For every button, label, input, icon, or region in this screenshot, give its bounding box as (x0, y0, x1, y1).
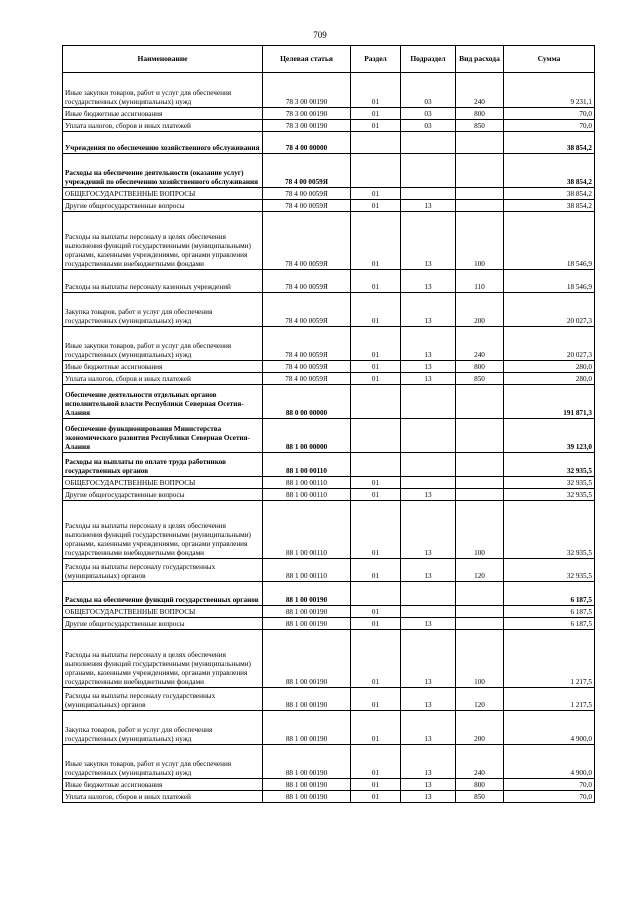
cell-sum: 39 123,0 (504, 419, 595, 453)
cell-expense-type (456, 132, 504, 154)
table-row (63, 477, 595, 489)
cell-sum: 20 027,3 (504, 327, 595, 361)
cell-section: 01 (351, 361, 401, 373)
cell-target-article: 78 3 00 00190 (263, 120, 351, 132)
table-row (63, 385, 595, 419)
cell-expense-type (456, 188, 504, 200)
cell-subsection (401, 188, 456, 200)
cell-sum: 280,0 (504, 361, 595, 373)
cell-target-article: 88 1 00 00190 (263, 711, 351, 745)
cell-sum: 70,0 (504, 120, 595, 132)
cell-name: Другие общегосударственные вопросы (63, 489, 263, 501)
cell-target-article: 88 0 00 00000 (263, 385, 351, 419)
cell-name: Уплата налогов, сборов и иных платежей (63, 373, 263, 385)
table-row (63, 582, 595, 606)
table-row (63, 154, 595, 188)
table-row (63, 200, 595, 212)
cell-section: 01 (351, 779, 401, 791)
cell-expense-type: 850 (456, 373, 504, 385)
cell-sum: 6 187,5 (504, 582, 595, 606)
cell-sum: 38 854,2 (504, 132, 595, 154)
cell-target-article: 78 3 00 00190 (263, 73, 351, 108)
cell-expense-type: 240 (456, 73, 504, 108)
cell-section: 01 (351, 477, 401, 489)
cell-expense-type (456, 582, 504, 606)
cell-name: Расходы на выплаты персоналу в целях обеспечения выполнения функций государственными (муниципальными) органами, казенными учреждениями, органами управления государственными внебюджетными фондами (63, 212, 263, 270)
cell-sum: 32 935,5 (504, 559, 595, 582)
table-row (63, 711, 595, 745)
cell-expense-type (456, 385, 504, 419)
cell-subsection (401, 132, 456, 154)
header-subsection: Подраздел (401, 46, 456, 73)
cell-subsection: 13 (401, 630, 456, 688)
cell-target-article: 78 3 00 00190 (263, 108, 351, 120)
cell-target-article: 88 1 00 00190 (263, 582, 351, 606)
cell-target-article: 88 1 00 00110 (263, 559, 351, 582)
cell-name: Другие общегосударственные вопросы (63, 618, 263, 630)
cell-section: 01 (351, 630, 401, 688)
cell-target-article: 78 4 00 0059Я (263, 270, 351, 293)
cell-target-article: 78 4 00 0059Я (263, 361, 351, 373)
cell-sum: 6 187,5 (504, 606, 595, 618)
table-row (63, 73, 595, 108)
cell-section: 01 (351, 489, 401, 501)
table-row (63, 132, 595, 154)
cell-subsection: 03 (401, 108, 456, 120)
cell-expense-type (456, 606, 504, 618)
cell-sum: 1 217,5 (504, 630, 595, 688)
cell-expense-type: 800 (456, 361, 504, 373)
cell-subsection: 13 (401, 373, 456, 385)
cell-section (351, 582, 401, 606)
cell-target-article: 78 4 00 0059Я (263, 154, 351, 188)
cell-subsection: 13 (401, 745, 456, 779)
budget-table (62, 45, 595, 803)
cell-sum: 70,0 (504, 108, 595, 120)
cell-name: Расходы на выплаты персоналу казенных учреждений (63, 270, 263, 293)
header-target-article: Целевая статья (263, 46, 351, 73)
cell-section: 01 (351, 188, 401, 200)
cell-section: 01 (351, 711, 401, 745)
cell-subsection: 13 (401, 270, 456, 293)
table-row (63, 361, 595, 373)
table-row (63, 188, 595, 200)
cell-sum: 32 935,5 (504, 477, 595, 489)
cell-target-article: 88 1 00 00190 (263, 745, 351, 779)
cell-subsection: 13 (401, 779, 456, 791)
table-row (63, 108, 595, 120)
table-row (63, 745, 595, 779)
table-row (63, 688, 595, 711)
cell-sum: 38 854,2 (504, 200, 595, 212)
cell-sum: 38 854,2 (504, 154, 595, 188)
cell-name: ОБЩЕГОСУДАРСТВЕННЫЕ ВОПРОСЫ (63, 606, 263, 618)
cell-target-article: 88 1 00 00000 (263, 419, 351, 453)
cell-section: 01 (351, 212, 401, 270)
cell-sum: 280,0 (504, 373, 595, 385)
cell-section (351, 385, 401, 419)
cell-section (351, 453, 401, 477)
cell-sum: 4 900,0 (504, 745, 595, 779)
cell-sum: 191 871,3 (504, 385, 595, 419)
table-row (63, 212, 595, 270)
cell-subsection: 13 (401, 791, 456, 803)
cell-section: 01 (351, 618, 401, 630)
cell-target-article: 88 1 00 00110 (263, 489, 351, 501)
header-name: Наименование (63, 46, 263, 73)
cell-target-article: 88 1 00 00190 (263, 606, 351, 618)
page-number: 709 (313, 30, 327, 40)
cell-section (351, 154, 401, 188)
table-row (63, 327, 595, 361)
cell-expense-type: 120 (456, 559, 504, 582)
cell-name: Уплата налогов, сборов и иных платежей (63, 791, 263, 803)
cell-expense-type: 850 (456, 791, 504, 803)
cell-name: Уплата налогов, сборов и иных платежей (63, 120, 263, 132)
cell-section: 01 (351, 745, 401, 779)
cell-target-article: 88 1 00 00110 (263, 501, 351, 559)
cell-subsection: 13 (401, 361, 456, 373)
table-row (63, 373, 595, 385)
cell-target-article: 88 1 00 00190 (263, 618, 351, 630)
table-row (63, 293, 595, 327)
cell-expense-type (456, 618, 504, 630)
cell-name: Расходы на обеспечение функций государственных органов (63, 582, 263, 606)
cell-section: 01 (351, 688, 401, 711)
cell-subsection: 03 (401, 73, 456, 108)
cell-name: Закупка товаров, работ и услуг для обеспечения государственных (муниципальных) нужд (63, 293, 263, 327)
table-row (63, 501, 595, 559)
cell-subsection (401, 385, 456, 419)
cell-expense-type (456, 489, 504, 501)
cell-expense-type (456, 154, 504, 188)
cell-expense-type: 240 (456, 327, 504, 361)
table-header (63, 46, 595, 73)
cell-subsection: 13 (401, 200, 456, 212)
cell-target-article: 78 4 00 0059Я (263, 373, 351, 385)
cell-name: Учреждения по обеспечению хозяйственного обслуживания (63, 132, 263, 154)
cell-target-article: 78 4 00 0059Я (263, 293, 351, 327)
cell-section: 01 (351, 73, 401, 108)
cell-expense-type: 100 (456, 501, 504, 559)
cell-section: 01 (351, 108, 401, 120)
cell-subsection: 13 (401, 501, 456, 559)
cell-target-article: 88 1 00 00190 (263, 630, 351, 688)
cell-target-article: 78 4 00 0059Я (263, 327, 351, 361)
cell-name: Закупка товаров, работ и услуг для обеспечения государственных (муниципальных) нужд (63, 711, 263, 745)
cell-expense-type: 800 (456, 779, 504, 791)
cell-name: Другие общегосударственные вопросы (63, 200, 263, 212)
cell-sum: 38 854,2 (504, 188, 595, 200)
cell-sum: 4 900,0 (504, 711, 595, 745)
cell-section: 01 (351, 270, 401, 293)
table-body (63, 73, 595, 803)
table-row (63, 791, 595, 803)
cell-sum: 32 935,5 (504, 489, 595, 501)
header-expense-type: Вид расхода (456, 46, 504, 73)
cell-section: 01 (351, 791, 401, 803)
cell-name: Иные закупки товаров, работ и услуг для обеспечения государственных (муниципальных) нужд (63, 745, 263, 779)
header-row (63, 46, 595, 73)
cell-name: Расходы на обеспечение деятельности (оказание услуг) учреждений по обеспечению хозяйственного обслуживания (63, 154, 263, 188)
table-row (63, 618, 595, 630)
cell-section: 01 (351, 373, 401, 385)
cell-name: Иные бюджетные ассигнования (63, 779, 263, 791)
header-sum: Сумма (504, 46, 595, 73)
cell-name: Расходы на выплаты персоналу в целях обеспечения выполнения функций государственными (муниципальными) органами, казенными учреждениями, органами управления государственными внебюджетными фондами (63, 630, 263, 688)
table-row (63, 630, 595, 688)
table-row (63, 559, 595, 582)
cell-sum: 18 546,9 (504, 270, 595, 293)
cell-subsection (401, 154, 456, 188)
cell-subsection: 13 (401, 293, 456, 327)
cell-subsection: 13 (401, 688, 456, 711)
cell-expense-type (456, 453, 504, 477)
table-row (63, 419, 595, 453)
cell-subsection (401, 419, 456, 453)
cell-name: Обеспечение функционирования Министерства экономического развития Республики Северная Осетия-Алания (63, 419, 263, 453)
cell-name: Иные бюджетные ассигнования (63, 108, 263, 120)
cell-expense-type: 200 (456, 711, 504, 745)
cell-target-article: 88 1 00 00190 (263, 779, 351, 791)
cell-expense-type (456, 200, 504, 212)
cell-sum: 6 187,5 (504, 618, 595, 630)
cell-target-article: 88 1 00 00110 (263, 477, 351, 489)
cell-expense-type: 120 (456, 688, 504, 711)
cell-name: ОБЩЕГОСУДАРСТВЕННЫЕ ВОПРОСЫ (63, 477, 263, 489)
cell-expense-type: 100 (456, 212, 504, 270)
table-row (63, 489, 595, 501)
cell-sum: 1 217,5 (504, 688, 595, 711)
cell-name: Иные закупки товаров, работ и услуг для обеспечения государственных (муниципальных) нужд (63, 73, 263, 108)
cell-section: 01 (351, 293, 401, 327)
cell-target-article: 88 1 00 00190 (263, 688, 351, 711)
cell-section: 01 (351, 606, 401, 618)
cell-subsection: 13 (401, 212, 456, 270)
cell-name: Расходы на выплаты персоналу государственных (муниципальных) органов (63, 688, 263, 711)
cell-sum: 9 231,1 (504, 73, 595, 108)
cell-expense-type: 100 (456, 630, 504, 688)
cell-target-article: 78 4 00 0059Я (263, 200, 351, 212)
cell-subsection (401, 606, 456, 618)
cell-target-article: 88 1 00 00190 (263, 791, 351, 803)
cell-section: 01 (351, 200, 401, 212)
table-row (63, 453, 595, 477)
cell-name: Расходы на выплаты персоналу в целях обеспечения выполнения функций государственными (муниципальными) органами, казенными учреждениями, органами управления государственными внебюджетными фондами (63, 501, 263, 559)
header-section: Раздел (351, 46, 401, 73)
cell-name: Иные бюджетные ассигнования (63, 361, 263, 373)
cell-name: Расходы на выплаты по оплате труда работников государственных органов (63, 453, 263, 477)
cell-expense-type: 850 (456, 120, 504, 132)
cell-target-article: 78 4 00 0059Я (263, 188, 351, 200)
cell-subsection: 13 (401, 559, 456, 582)
cell-section: 01 (351, 501, 401, 559)
cell-sum: 32 935,5 (504, 501, 595, 559)
cell-section (351, 132, 401, 154)
cell-name: Расходы на выплаты персоналу государственных (муниципальных) органов (63, 559, 263, 582)
cell-subsection: 13 (401, 711, 456, 745)
cell-expense-type: 200 (456, 293, 504, 327)
table-row (63, 120, 595, 132)
cell-section (351, 419, 401, 453)
cell-sum: 70,0 (504, 791, 595, 803)
cell-name: Обеспечение деятельности отдельных органов исполнительной власти Республики Северная Осетия-Алания (63, 385, 263, 419)
cell-name: ОБЩЕГОСУДАРСТВЕННЫЕ ВОПРОСЫ (63, 188, 263, 200)
cell-name: Иные закупки товаров, работ и услуг для обеспечения государственных (муниципальных) нужд (63, 327, 263, 361)
cell-expense-type (456, 477, 504, 489)
cell-expense-type (456, 419, 504, 453)
table-row (63, 779, 595, 791)
cell-section: 01 (351, 327, 401, 361)
cell-sum: 70,0 (504, 779, 595, 791)
cell-subsection: 13 (401, 489, 456, 501)
cell-expense-type: 110 (456, 270, 504, 293)
cell-expense-type: 240 (456, 745, 504, 779)
cell-sum: 20 027,3 (504, 293, 595, 327)
cell-subsection (401, 453, 456, 477)
cell-subsection: 03 (401, 120, 456, 132)
cell-subsection (401, 477, 456, 489)
cell-section: 01 (351, 120, 401, 132)
cell-section: 01 (351, 559, 401, 582)
cell-sum: 32 935,5 (504, 453, 595, 477)
cell-expense-type: 800 (456, 108, 504, 120)
cell-target-article: 88 1 00 00110 (263, 453, 351, 477)
cell-sum: 18 546,9 (504, 212, 595, 270)
cell-target-article: 78 4 00 0059Я (263, 212, 351, 270)
cell-target-article: 78 4 00 00000 (263, 132, 351, 154)
table-row (63, 606, 595, 618)
cell-subsection: 13 (401, 618, 456, 630)
cell-subsection: 13 (401, 327, 456, 361)
table-row (63, 270, 595, 293)
cell-subsection (401, 582, 456, 606)
